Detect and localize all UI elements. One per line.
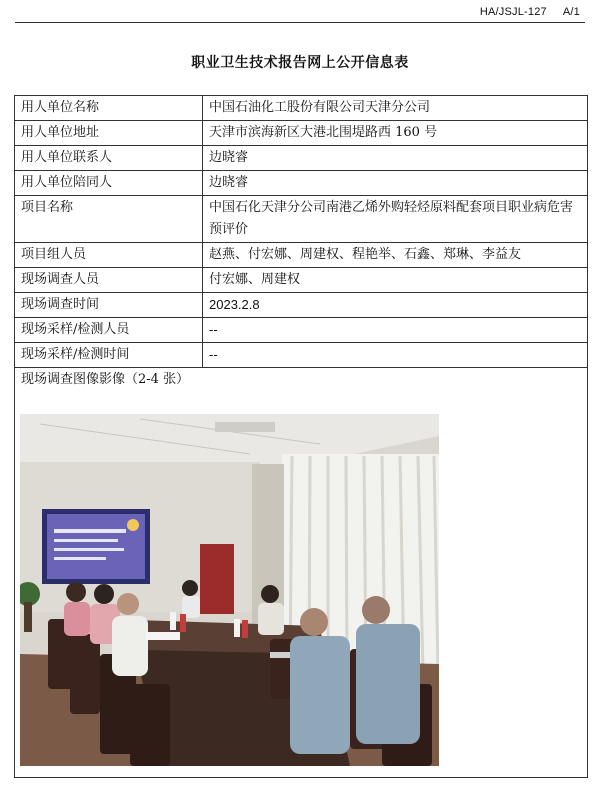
row-value: 2023.2.8 bbox=[203, 293, 588, 318]
row-value: 付宏娜、周建权 bbox=[203, 268, 588, 293]
row-value: 边晓睿 bbox=[203, 171, 588, 196]
row-label: 现场采样/检测人员 bbox=[15, 318, 203, 343]
row-value: -- bbox=[203, 343, 588, 368]
document-title: 职业卫生技术报告网上公开信息表 bbox=[191, 55, 409, 71]
page-indicator: A/1 bbox=[562, 6, 580, 18]
row-value: 天津市滨海新区大港北围堤路西 160 号 bbox=[203, 121, 588, 146]
row-label: 用人单位名称 bbox=[15, 96, 203, 121]
table-row bbox=[15, 268, 588, 293]
site-survey-photo bbox=[20, 414, 439, 766]
photo-section-label: 现场调查图像影像（2-4 张） bbox=[21, 372, 190, 387]
row-value: 中国石油化工股份有限公司天津分公司 bbox=[203, 96, 588, 121]
row-label: 现场调查时间 bbox=[15, 293, 203, 318]
table-row bbox=[15, 171, 588, 196]
photo-cell bbox=[15, 368, 588, 778]
row-label: 项目名称 bbox=[15, 196, 203, 243]
row-value: 中国石化天津分公司南港乙烯外购轻烃原料配套项目职业病危害预评价 bbox=[203, 196, 588, 243]
table-row bbox=[15, 121, 588, 146]
header-divider bbox=[15, 22, 585, 23]
table-row bbox=[15, 146, 588, 171]
row-value: 边晓睿 bbox=[203, 146, 588, 171]
row-label: 现场采样/检测时间 bbox=[15, 343, 203, 368]
row-label: 项目组人员 bbox=[15, 243, 203, 268]
table-row bbox=[15, 343, 588, 368]
table-row bbox=[15, 318, 588, 343]
table-row bbox=[15, 196, 588, 243]
row-label: 用人单位陪同人 bbox=[15, 171, 203, 196]
row-value: -- bbox=[203, 318, 588, 343]
info-table bbox=[14, 95, 588, 778]
table-row bbox=[15, 293, 588, 318]
row-label: 用人单位联系人 bbox=[15, 146, 203, 171]
photo-row bbox=[15, 368, 588, 778]
doc-code: HA/JSJL-127 bbox=[479, 6, 547, 18]
row-label: 现场调查人员 bbox=[15, 268, 203, 293]
table-row bbox=[15, 96, 588, 121]
table-row bbox=[15, 243, 588, 268]
row-value: 赵燕、付宏娜、周建权、程艳举、石鑫、郑琳、李益友 bbox=[203, 243, 588, 268]
row-label: 用人单位地址 bbox=[15, 121, 203, 146]
document-header-code bbox=[480, 6, 580, 18]
meeting-room-illustration bbox=[20, 414, 439, 766]
